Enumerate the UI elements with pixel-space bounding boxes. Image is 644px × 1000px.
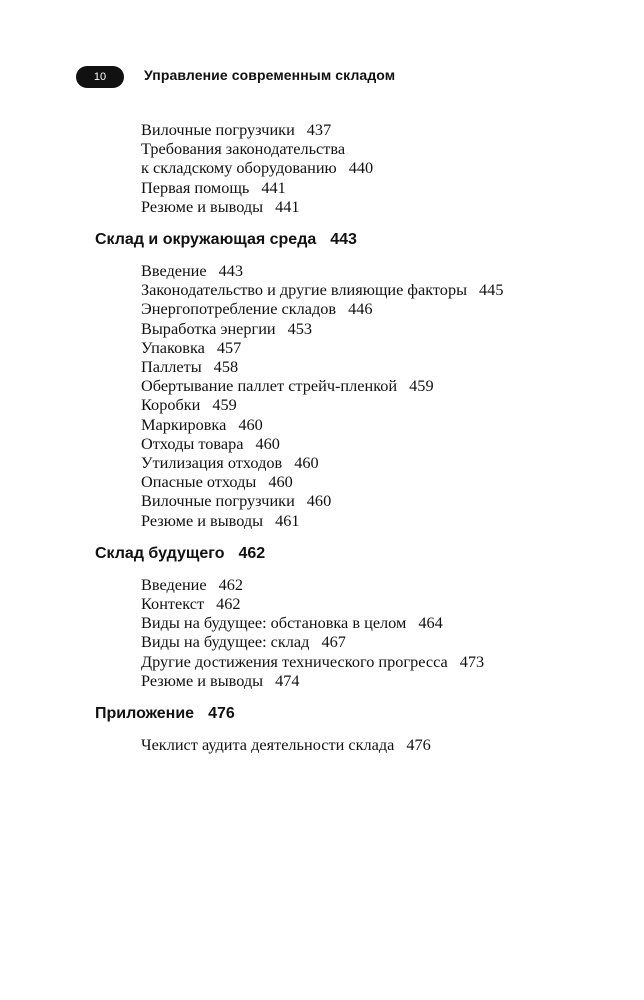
toc-entry: Вилочные погрузчики 460 — [141, 491, 332, 511]
section-heading: Склад и окружающая среда 443 — [95, 231, 357, 249]
page-number-badge: 10 — [76, 66, 124, 88]
table-of-contents — [95, 120, 595, 754]
running-title: Управление современным складом — [144, 67, 396, 83]
toc-entry: Другие достижения технического прогресса 473 — [141, 651, 485, 671]
toc-entry: Введение 443 — [141, 261, 244, 281]
toc-entry: Виды на будущее: склад 467 — [141, 632, 346, 652]
section-heading: Склад будущего 462 — [95, 544, 266, 562]
section-entries — [95, 735, 595, 754]
toc-entry: Требования законодательства — [141, 139, 346, 159]
toc-entry: Первая помощь 441 — [141, 177, 286, 197]
toc-entry: Энергопотребление складов 446 — [141, 299, 373, 319]
toc-entry: Вилочные погрузчики 437 — [141, 120, 332, 139]
toc-entry: Резюме и выводы 461 — [141, 510, 300, 530]
toc-entry: Паллеты 458 — [141, 357, 239, 377]
toc-entries-continued — [95, 120, 595, 216]
toc-entry: Виды на будущее: обстановка в целом 464 — [141, 613, 443, 633]
toc-entry: Введение 462 — [141, 574, 244, 594]
toc-entry: к складскому оборудованию 440 — [141, 158, 374, 178]
toc-entry: Выработка энергии 453 — [141, 318, 313, 338]
section-heading: Приложение 476 — [95, 705, 235, 723]
section-entries — [95, 261, 595, 530]
toc-entry: Чеклист аудита деятельности склада 476 — [141, 735, 431, 755]
toc-entry: Отходы товара 460 — [141, 433, 280, 453]
toc-entry: Маркировка 460 — [141, 414, 263, 434]
toc-entry: Обертывание паллет стрейч-пленкой 459 — [141, 376, 434, 396]
toc-entry: Резюме и выводы 441 — [141, 196, 300, 216]
toc-entry: Законодательство и другие влияющие факторы 445 — [141, 280, 504, 300]
toc-entry: Контекст 462 — [141, 594, 241, 614]
section-entries — [95, 575, 595, 690]
toc-entry: Коробки 459 — [141, 395, 237, 415]
toc-entry: Упаковка 457 — [141, 337, 242, 357]
toc-entry: Опасные отходы 460 — [141, 472, 293, 492]
toc-entry: Утилизация отходов 460 — [141, 453, 319, 473]
toc-entry: Резюме и выводы 474 — [141, 670, 300, 690]
